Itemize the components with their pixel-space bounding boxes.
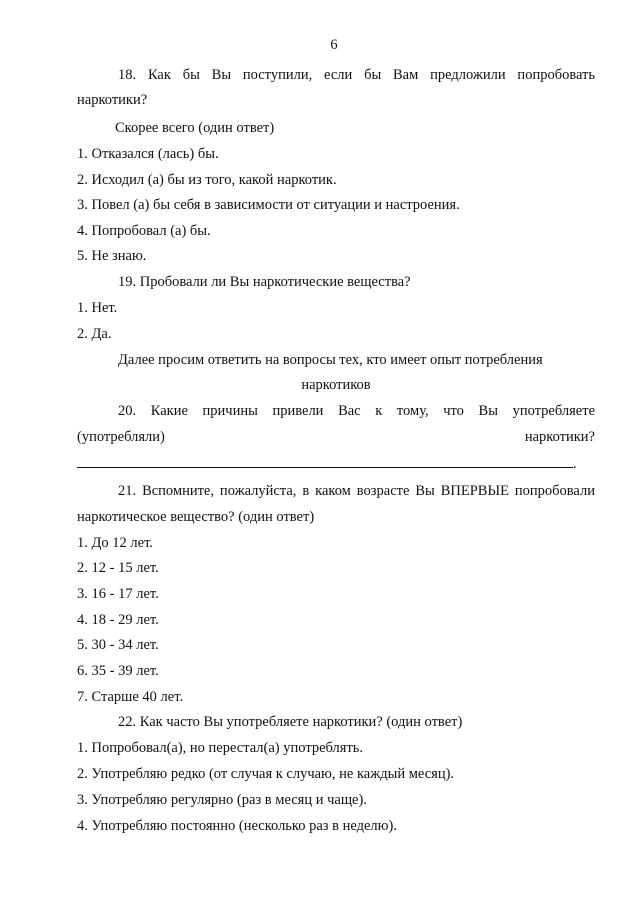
question-20-text: 20. Какие причины привели Вас к тому, что Вы употребляете: [118, 403, 595, 419]
question-20-text-cont: (употребляли) наркотики?: [77, 429, 595, 445]
question-21-option: 4. 18 - 29 лет.: [77, 612, 159, 628]
question-22-text: 22. Как часто Вы употребляете наркотики? (один ответ): [118, 714, 463, 730]
question-22-option: 2. Употребляю редко (от случая к случаю, не каждый месяц).: [77, 766, 455, 782]
question-21-option: 3. 16 - 17 лет.: [77, 586, 159, 602]
answer-blank-line: [77, 467, 573, 468]
question-19-option: 1. Нет.: [77, 300, 118, 316]
question-18-text-cont: наркотики?: [77, 92, 148, 108]
question-18-option: 4. Попробовал (а) бы.: [77, 223, 211, 239]
question-18-option: 5. Не знаю.: [77, 248, 147, 264]
question-21-text: 21. Вспомните, пожалуйста, в каком возрасте Вы ВПЕРВЫЕ попробовали: [118, 483, 595, 499]
question-21-option: 5. 30 - 34 лет.: [77, 637, 159, 653]
question-19-option: 2. Да.: [77, 326, 112, 342]
question-22-option: 4. Употребляю постоянно (несколько раз в неделю).: [77, 818, 397, 834]
question-18-option: 3. Повел (а) бы себя в зависимости от ситуации и настроения.: [77, 197, 460, 213]
question-19-text: 19. Пробовали ли Вы наркотические вещества?: [118, 274, 411, 290]
section-note: Далее просим ответить на вопросы тех, кто имеет опыт потребления: [118, 352, 543, 368]
page-number: 6: [330, 37, 338, 53]
answer-line-end: .: [573, 456, 577, 472]
question-21-option: 7. Старше 40 лет.: [77, 689, 184, 705]
question-18-text: 18. Как бы Вы поступили, если бы Вам предложили попробовать: [118, 67, 595, 83]
question-21-option: 2. 12 - 15 лет.: [77, 560, 159, 576]
question-18-option: 2. Исходил (а) бы из того, какой наркотик.: [77, 172, 337, 188]
section-note-cont: наркотиков: [301, 377, 371, 393]
question-22-option: 1. Попробовал(а), но перестал(а) употреблять.: [77, 740, 364, 756]
question-21-text-cont: наркотическое вещество? (один ответ): [77, 509, 315, 525]
question-22-option: 3. Употребляю регулярно (раз в месяц и чаще).: [77, 792, 367, 808]
question-18-instruction: Скорее всего (один ответ): [115, 120, 275, 136]
question-21-option: 6. 35 - 39 лет.: [77, 663, 159, 679]
question-18-option: 1. Отказался (лась) бы.: [77, 146, 219, 162]
question-21-option: 1. До 12 лет.: [77, 535, 153, 551]
